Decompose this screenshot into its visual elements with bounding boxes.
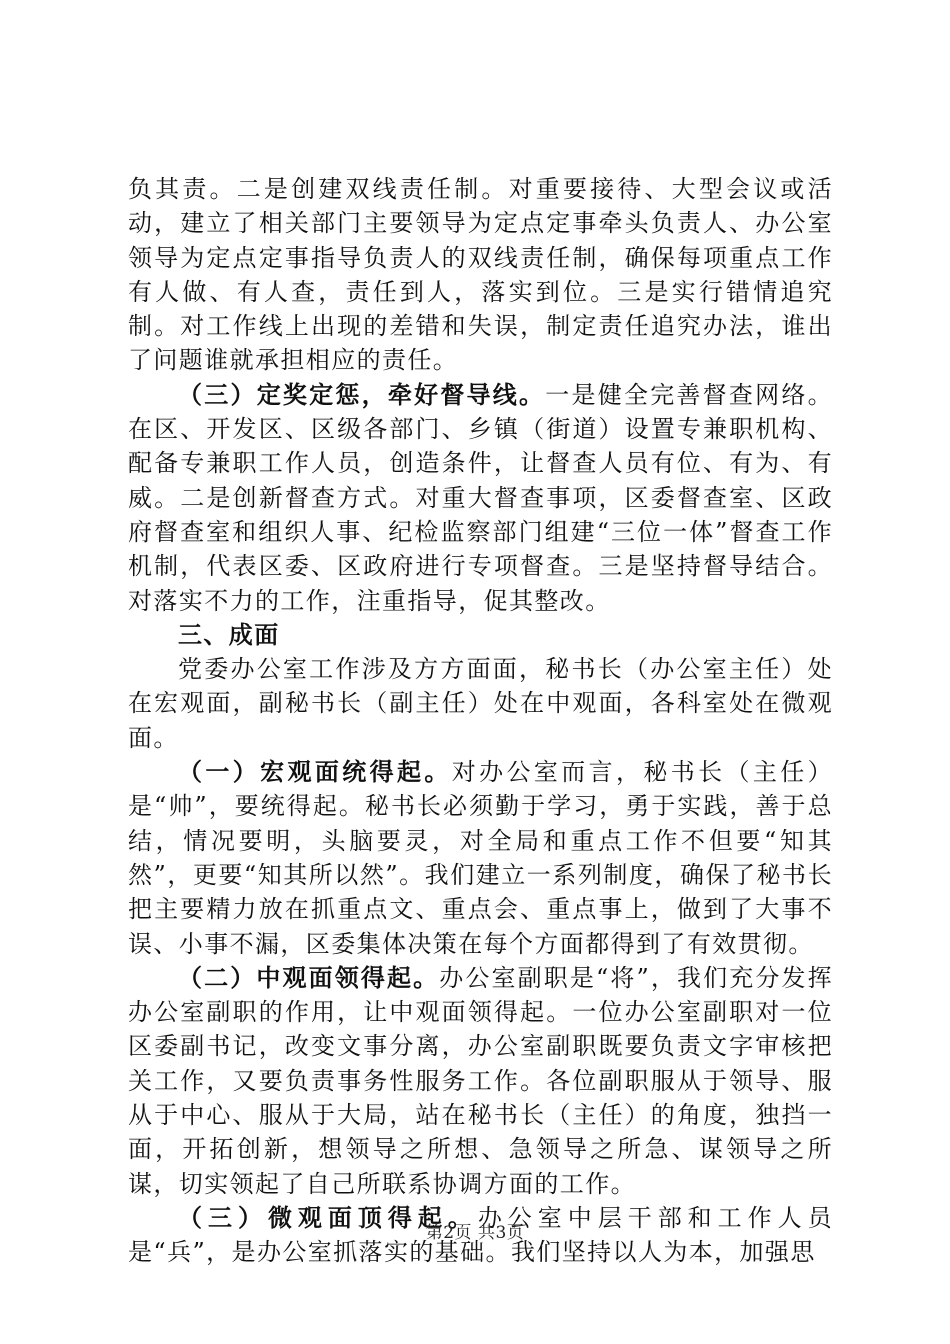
paragraph-macro-level [128,755,833,961]
paragraph-micro-level-body: 办公室中层干部和工作人员是“兵”，是办公室抓落实的基础。我们坚持以人为本，加强思 [128,1203,833,1267]
paragraph-macro-level-body: 对办公室而言，秘书长（主任）是“帅”，要统得起。秘书长必须勤于学习，勇于实践，善于总结，情况要明，头脑要灵，对全局和重点工作不但要“知其然”，更要“知其所以然”。我们建立一系列制度，确保了秘书长把主要精力放在抓重点文、重点会、重点事上，做到了大事不误、小事不漏，区委集体决策在每个方面都得到了有效贯彻。 [128,758,833,958]
paragraph-meso-level [128,961,833,1201]
document-body [128,172,833,1270]
paragraph-supervision-line-body: 一是健全完善督查网络。在区、开发区、区级各部门、乡镇（街道）设置专兼职机构、配备专兼职工作人员，创造条件，让督查人员有位、有为、有威。二是创新督查方式。对重大督查事项，区委督查室、区政府督查室和组织人事、纪检监察部门组建“三位一体”督查工作机制，代表区委、区政府进行专项督查。三是坚持督导结合。对落实不力的工作，注重指导，促其整改。 [128,380,833,615]
paragraph-dual-line-responsibility: 负其责。二是创建双线责任制。对重要接待、大型会议或活动，建立了相关部门主要领导为定点定事牵头负责人、办公室领导为定点定事指导负责人的双线责任制，确保每项重点工作有人做、有人查，责任到人，落实到位。三是实行错情追究制。对工作线上出现的差错和失误，制定责任追究办法，谁出了问题谁就承担相应的责任。 [128,175,833,375]
subheading-supervision-line: （三）定奖定惩，牵好督导线。 [178,379,546,409]
paragraph-meso-level-body: 办公室副职是“将”，我们充分发挥办公室副职的作用，让中观面领得起。一位办公室副职对一位区委副书记，改变文事分离，办公室副职既要负责文字审核把关工作，又要负责事务性服务工作。各位副职服从于领导、服从于中心、服从于大局，站在秘书长（主任）的角度，独挡一面，开拓创新，想领导之所想、急领导之所急、谋领导之所谋，切实领起了自己所联系协调方面的工作。 [128,963,833,1198]
subheading-micro-level: （三）微观面顶得起。 [178,1202,478,1232]
subheading-macro-level: （一）宏观面统得起。 [178,757,452,787]
page-number-footer: 第2页 共3页 [425,1223,525,1243]
section-heading-3: 三、成面 [178,619,280,649]
paragraph-supervision-line [128,378,833,618]
paragraph-section-3-intro: 党委办公室工作涉及方方面面，秘书长（办公室主任）处在宏观面，副秘书长（副主任）处在中观面，各科室处在微观面。 [128,655,833,752]
subheading-meso-level: （二）中观面领得起。 [178,962,440,992]
